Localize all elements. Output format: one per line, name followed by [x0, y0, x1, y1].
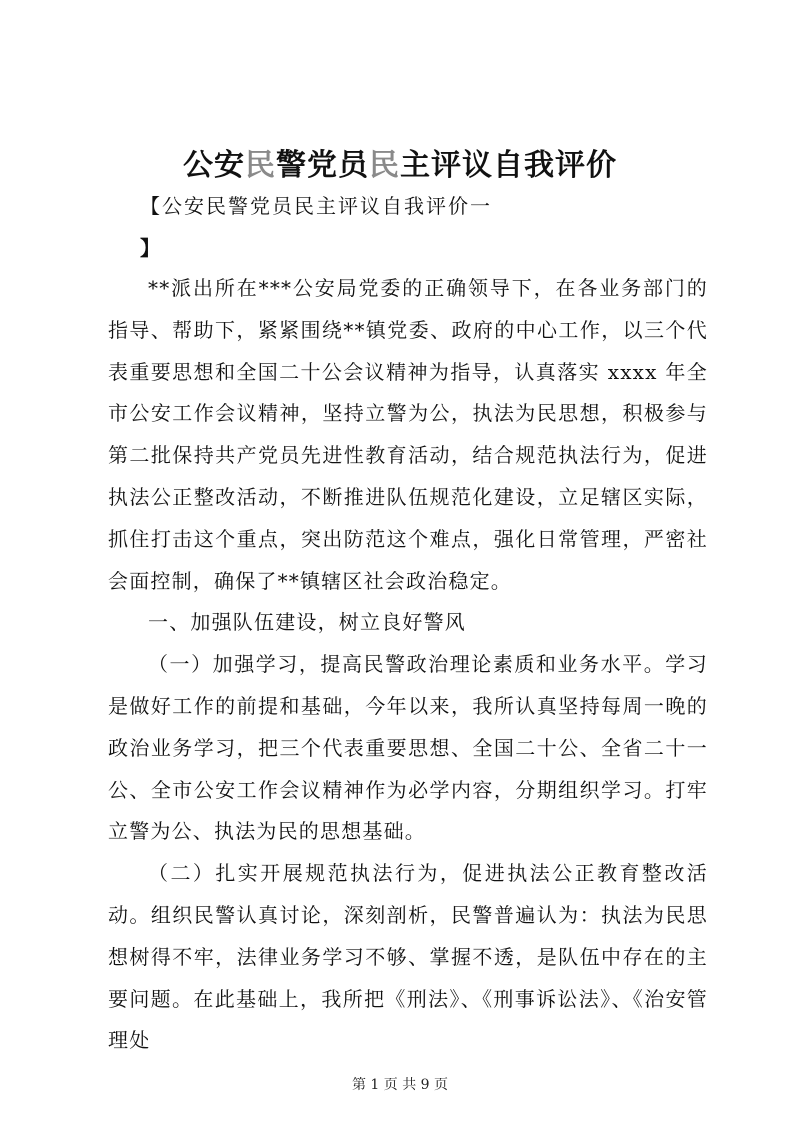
title-part-2: 民: [245, 148, 276, 183]
page-number-footer: 第 1 页 共 9 页: [351, 1077, 449, 1093]
section-heading-1: 一、加强队伍建设，树立良好警风: [148, 610, 466, 635]
title-part-5: 主评议自我评价: [400, 148, 617, 183]
title-part-1: 公安: [183, 148, 245, 183]
body-text: [108, 268, 708, 1062]
paragraph-enforcement: （二）扎实开展规范执法行为，促进执法公正教育整改活动。组织民警认真讨论，深刻剖析，民警普遍认为：执法为民思想树得不牢，法律业务学习不够、掌握不透，是队伍中存在的主要问题。在此基础上，我所把《刑法》、《刑事诉讼法》、《治安管理处: [108, 861, 708, 1053]
subtitle: 【公安民警党员民主评议自我评价一: [140, 194, 492, 218]
subtitle-closing-bracket: 】: [140, 236, 160, 260]
document-title: [0, 140, 800, 184]
paragraph-study: （一）加强学习，提高民警政治理论素质和业务水平。学习是做好工作的前提和基础，今年以来，我所认真坚持每周一晚的政治业务学习，把三个代表重要思想、全国二十公、全省二十一公、全市公安工作会议精神作为必学内容，分期组织学习。打牢立警为公、执法为民的思想基础。: [108, 652, 708, 844]
title-part-4: 民: [369, 148, 400, 183]
paragraph-intro: **派出所在***公安局党委的正确领导下，在各业务部门的指导、帮助下，紧紧围绕**镇党委、政府的中心工作，以三个代表重要思想和全国二十公会议精神为指导，认真落实 xxxx 年全市公安工作会议精神，坚持立警为公，执法为民思想，积极参与第二批保持共产党员先进性教育活动，结合规范执法行为，促进执法公正整改活动，不断推进队伍规范化建设，立足辖区实际，抓住打击这个重点，突出防范这个难点，强化日常管理，严密社会面控制，确保了**镇辖区社会政治稳定。: [108, 276, 708, 593]
title-part-3: 警党员: [276, 148, 369, 183]
